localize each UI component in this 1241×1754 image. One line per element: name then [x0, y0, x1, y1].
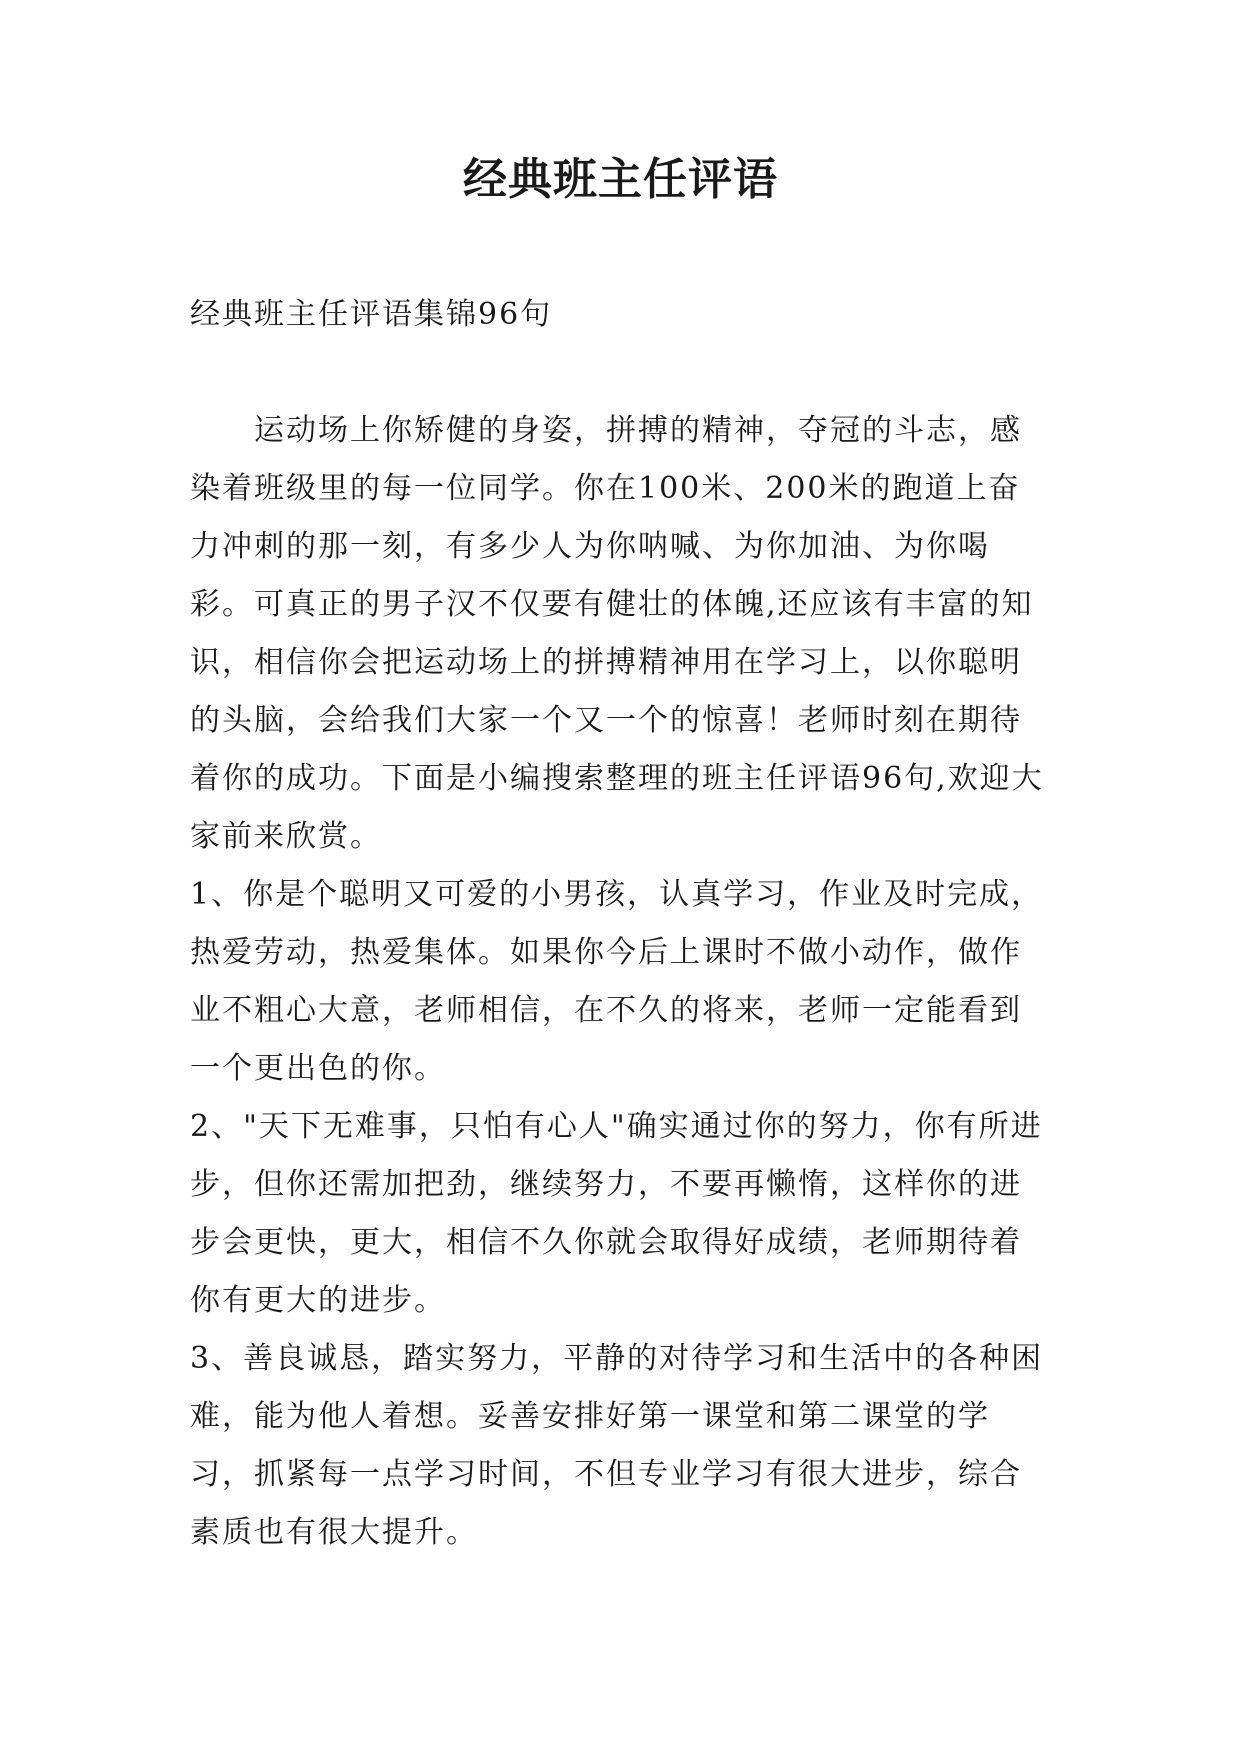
document-subtitle: 经典班主任评语集锦96句 — [190, 297, 553, 332]
comment-item-2: 2、"天下无难事，只怕有心人"确实通过你的努力，你有所进步，但你还需加把劲，继续努力，不要再懒惰，这样你的进步会更快，更大，相信不久你就会取得好成绩，老师期待着你有更大的进步。 — [190, 1109, 1043, 1318]
intro-paragraph: 运动场上你矫健的身姿，拼搏的精神，夺冠的斗志，感染着班级里的每一位同学。你在100米、200米的跑道上奋力冲刺的那一刻，有多少人为你呐喊、为你加油、为你喝彩。可真正的男子汉不仅要有健壮的体魄,还应该有丰富的知识，相信你会把运动场上的拼搏精神用在学习上，以你聪明的头脑，会给我们大家一个又一个的惊喜！老师时刻在期待着你的成功。下面是小编搜索整理的班主任评语96句,欢迎大家前来欣赏。 — [190, 413, 1044, 854]
document-body — [190, 286, 1050, 1562]
comment-item-1: 1、你是个聪明又可爱的小男孩，认真学习，作业及时完成，热爱劳动，热爱集体。如果你今后上课时不做小动作，做作业不粗心大意，老师相信，在不久的将来，老师一定能看到一个更出色的你。 — [190, 877, 1044, 1086]
document-title: 经典班主任评语 — [463, 154, 778, 205]
comment-item-3: 3、善良诚恳，踏实努力，平静的对待学习和生活中的各种困难，能为他人着想。妥善安排好第一课堂和第二课堂的学习，抓紧每一点学习时间，不但专业学习有很大进步，综合素质也有很大提升。 — [190, 1341, 1044, 1550]
